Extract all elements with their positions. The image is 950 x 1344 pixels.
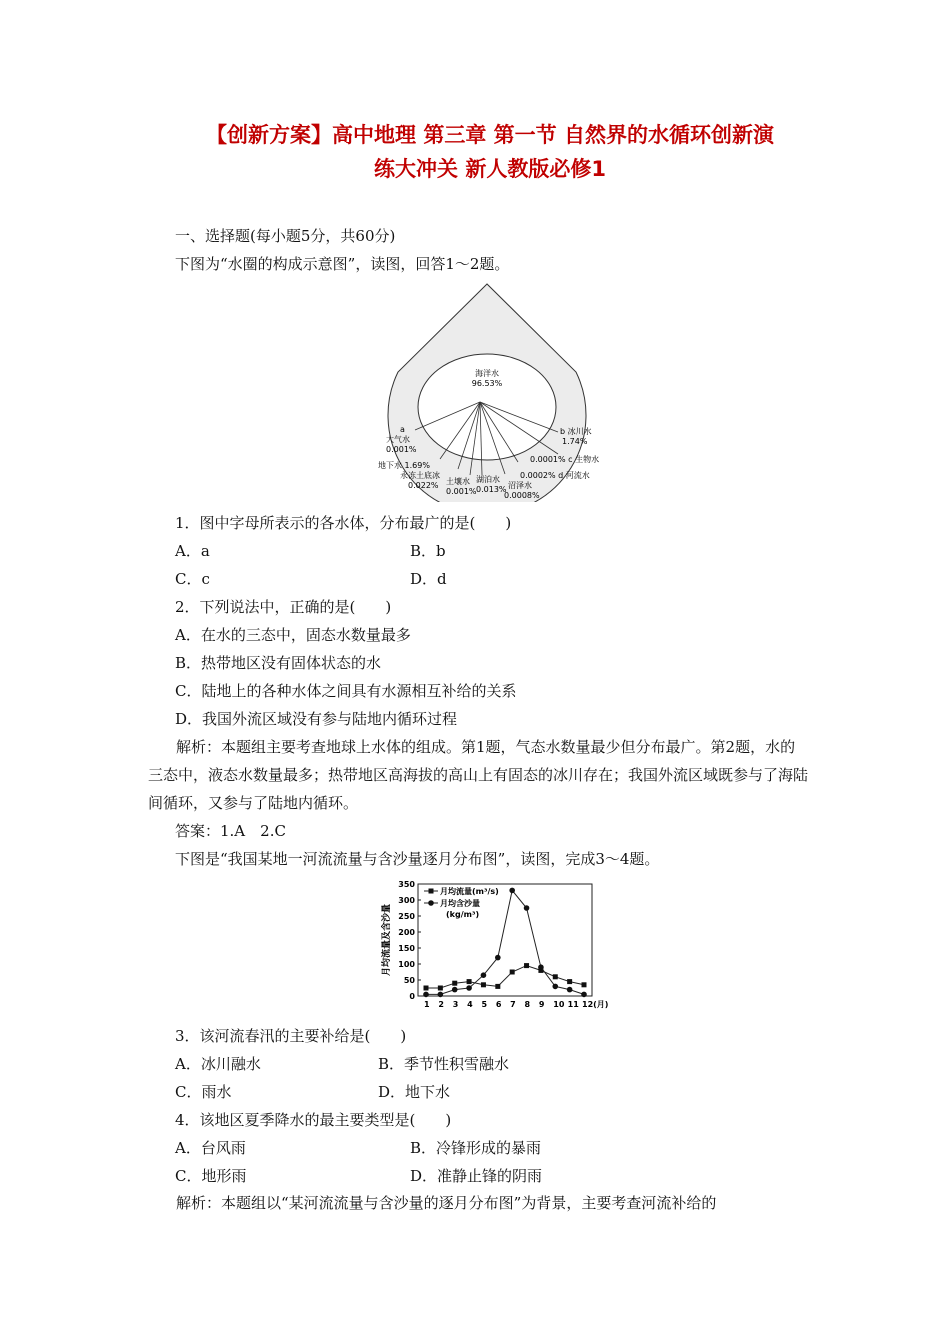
x-tick-label: 2 — [438, 1000, 444, 1009]
q1-stem: 1．图中字母所表示的各水体，分布最广的是( ) — [175, 514, 512, 532]
atmos-value: 0.001% — [386, 445, 417, 454]
sediment-point — [466, 985, 472, 991]
permafrost-label: 永冻土底冰 — [400, 471, 440, 480]
sediment-point — [538, 964, 544, 970]
lake-value: 0.013% — [476, 485, 507, 494]
intro-figure-1: 下图为“水圈的构成示意图”，读图，回答1～2题。 — [175, 255, 510, 273]
x-tick-label: 5 — [481, 1000, 488, 1009]
flow-point — [495, 984, 500, 989]
q3-option-c: C．雨水 — [175, 1083, 232, 1101]
glacier-label: b 冰川水 — [560, 427, 592, 436]
sediment-point — [552, 984, 558, 990]
legend-marker-sediment — [428, 900, 434, 906]
lake-label: 湖泊水 — [476, 475, 500, 484]
y-tick-label: 300 — [398, 896, 415, 905]
sediment-point — [438, 992, 444, 998]
flow-point — [567, 979, 572, 984]
y-tick-label: 200 — [398, 928, 415, 937]
q4-option-d: D．准静止锋的阴雨 — [410, 1167, 543, 1185]
title-line-1: 【创新方案】高中地理 第三章 第一节 自然界的水循环创新演 — [206, 123, 774, 147]
flow-point — [424, 986, 429, 991]
q4-option-b: B．冷锋形成的暴雨 — [410, 1139, 542, 1157]
analysis-2: 解析：本题组以“某河流流量与含沙量的逐月分布图”为背景，主要考查河流补给的 — [176, 1194, 717, 1212]
river-chart — [378, 878, 608, 1018]
y-axis-label: 月均流量及含沙量 — [382, 903, 392, 977]
x-tick-label: 11 — [567, 1000, 579, 1009]
sediment-point — [495, 955, 501, 961]
series-line — [426, 966, 584, 988]
x-tick-label: 6 — [495, 1000, 502, 1009]
section-heading: 一、选择题(每小题5分，共60分) — [175, 227, 396, 245]
river-label: 0.0002% d 河流水 — [520, 471, 590, 480]
q2-option-a: A．在水的三态中，固态水数量最多 — [175, 626, 411, 644]
q1-option-b: B．b — [410, 542, 446, 560]
permafrost-value: 0.022% — [408, 481, 439, 490]
y-tick-label: 100 — [398, 960, 415, 969]
groundwater-label: 地下水 1.69% — [378, 461, 430, 470]
x-tick-label: 1 — [424, 1000, 430, 1009]
q3-option-a: A．冰川融水 — [175, 1055, 261, 1073]
page-title — [140, 118, 840, 186]
x-tick-label: 3 — [452, 1000, 459, 1009]
y-tick-label: 50 — [403, 976, 415, 985]
q3-option-d: D．地下水 — [378, 1083, 451, 1101]
q4-stem: 4．该地区夏季降水的最主要类型是( ) — [175, 1111, 452, 1129]
swamp-label: 沼泽水 — [508, 481, 532, 490]
q2-option-b: B．热带地区没有固体状态的水 — [175, 654, 382, 672]
q4-option-a: A．台风雨 — [175, 1139, 246, 1157]
sediment-point — [581, 992, 587, 998]
swamp-value: 0.0008% — [504, 491, 540, 500]
y-tick-label: 350 — [398, 880, 415, 889]
x-tick-label: 10 — [553, 1000, 565, 1009]
q2-stem: 2．下列说法中，正确的是( ) — [175, 598, 392, 616]
bio-label: 0.0001% c 生物水 — [530, 455, 600, 464]
legend-marker-flow — [429, 889, 434, 894]
ocean-label: 海洋水 — [475, 369, 499, 378]
soil-label: 土壤水 — [446, 477, 470, 486]
x-tick-label: 12(月) — [582, 1000, 608, 1009]
sediment-point — [509, 888, 515, 894]
q3-stem: 3．该河流春汛的主要补给是( ) — [175, 1027, 407, 1045]
x-tick-label: 7 — [510, 1000, 516, 1009]
y-tick-label: 150 — [398, 944, 415, 953]
legend-label-sediment: 月均含沙量 — [440, 899, 480, 908]
x-tick-label: 9 — [538, 1000, 545, 1009]
sediment-point — [452, 987, 458, 993]
x-tick-label: 4 — [467, 1000, 473, 1009]
hydrosphere-figure — [370, 282, 620, 502]
title-line-2: 练大冲关 新人教版必修1 — [374, 157, 606, 181]
y-tick-label: 0 — [409, 992, 415, 1001]
x-tick-label: 8 — [524, 1000, 531, 1009]
q1-option-a: A．a — [175, 542, 210, 560]
flow-point — [467, 979, 472, 984]
sediment-point — [481, 972, 487, 978]
flow-point — [524, 963, 529, 968]
flow-point — [452, 981, 457, 986]
sediment-point — [567, 987, 573, 993]
legend-label-flow: 月均流量(m³/s) — [440, 887, 499, 896]
ocean-value: 96.53% — [471, 379, 503, 388]
answer-1: 答案：1.A 2.C — [175, 822, 286, 840]
q3-option-b: B．季节性积雪融水 — [378, 1055, 510, 1073]
legend-label-sediment-unit: (kg/m³) — [446, 910, 480, 919]
q1-option-d: D．d — [410, 570, 447, 588]
soil-value: 0.001% — [446, 487, 477, 496]
q4-option-c: C．地形雨 — [175, 1167, 247, 1185]
sediment-point — [524, 905, 530, 911]
a-letter: a — [400, 425, 405, 434]
flow-point — [481, 982, 486, 987]
q2-option-c: C．陆地上的各种水体之间具有水源相互补给的关系 — [175, 682, 517, 700]
flow-point — [553, 974, 558, 979]
flow-point — [510, 970, 515, 975]
analysis-1: 解析：本题组主要考查地球上水体的组成。第1题，气态水数量最少但分布最广。第2题，水的三态中，液态水数量最多；热带地区高海拔的高山上有固态的冰川存在；我国外流区域既参与了海陆间循环，又参与了陆地内循环。 — [148, 738, 809, 812]
flow-point — [582, 982, 587, 987]
q1-option-c: C．c — [175, 570, 210, 588]
q2-option-d: D．我国外流区域没有参与陆地内循环过程 — [175, 710, 458, 728]
sediment-point — [423, 992, 429, 998]
glacier-value: 1.74% — [562, 437, 588, 446]
y-tick-label: 250 — [398, 912, 415, 921]
atmos-label: 大气水 — [386, 435, 410, 444]
intro-figure-2: 下图是“我国某地一河流流量与含沙量逐月分布图”，读图，完成3～4题。 — [175, 850, 660, 868]
flow-point — [438, 986, 443, 991]
